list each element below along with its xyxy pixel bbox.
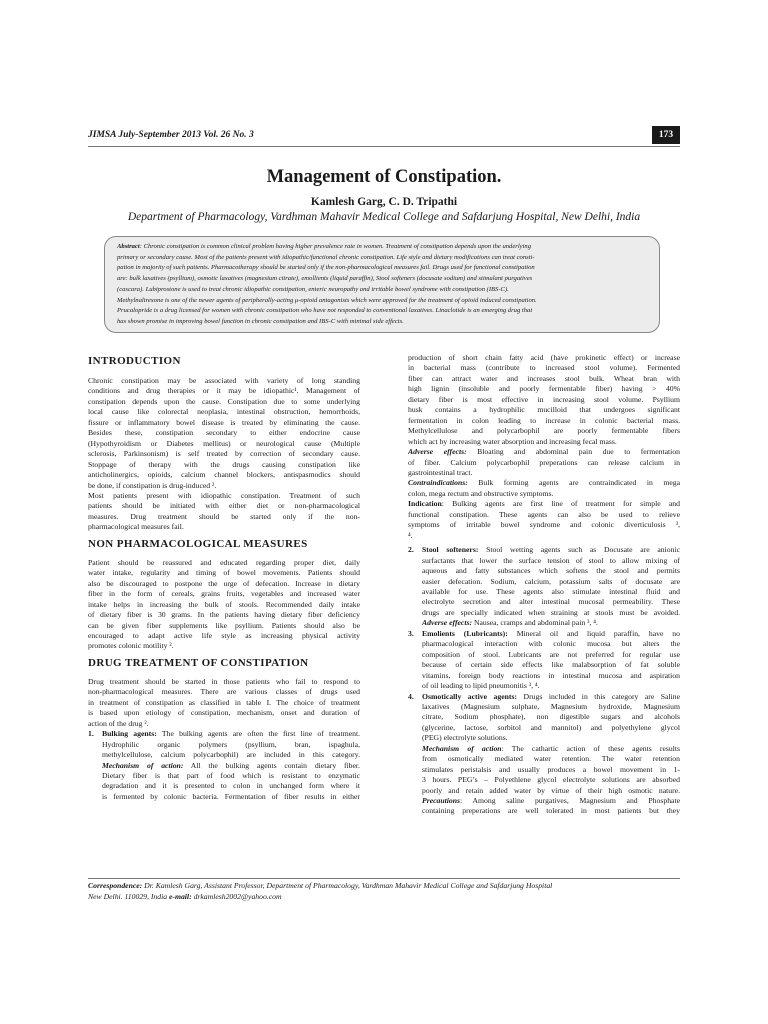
- text-line: Drug treatment should be started in those patients who fail to respond to: [88, 676, 360, 686]
- text-line: electrolyte secretion and alter intestinal mucosal permeability. These: [422, 597, 680, 607]
- abstract-line: are: bulk laxatives (psyllium), osmotic laxatives (magnesium citrate), emollients (liquid paraffin), Stool softeners (docusate sodium) and stimulant purgatives: [117, 275, 533, 283]
- text-line: colon, mega rectum and obstructive symptoms.: [408, 488, 554, 498]
- list-number: 4.: [408, 691, 414, 701]
- abstract-label: Abstract: [117, 243, 140, 250]
- abstract-line: (cascara). Lubiprostone is used to treat chronic idiopathic constipation, enteric neuropathy and irritable bowel syndrome with constipation (IBS-C).: [117, 285, 509, 293]
- correspondence-line: Correspondence: Dr. Kamlesh Garg, Assistant Professor, Department of Pharmacology, Vardhman Mahavir Medical College and Safdarjung Hospital: [88, 881, 553, 890]
- text-line: methylcellulose, calcium polycarbophil) are included in this category.: [102, 750, 360, 760]
- list-item-label: Stool softeners:: [422, 545, 479, 555]
- text-line: Adverse effects: Nausea, cramps and abdominal pain ³, ⁴.: [422, 618, 598, 628]
- non-pharmacological-body: [88, 558, 360, 652]
- list-number: 3.: [408, 628, 414, 638]
- section-heading-introduction: INTRODUCTION: [88, 355, 181, 367]
- text-line: Mechanism of action: All the bulking agents contain dietary fiber.: [102, 760, 360, 770]
- abstract-line: pation in majority of such patients. Pharmacotherapy should be started only if the non-pharmacological measures fail. Drugs used for functional constipation: [117, 264, 535, 272]
- article-title: Management of Constipation.: [266, 167, 502, 187]
- text-line: Adverse effects: Bloating and abdominal pain due to fermentation: [408, 447, 680, 457]
- text-line: surfactants that lower the surface tension of stool to allow mixing of: [422, 555, 680, 565]
- journal-citation: JIMSA July-September 2013 Vol. 26 No. 3: [88, 130, 254, 140]
- text-line: Precautions: Among saline purgatives, Magnesium and Phosphate: [422, 796, 680, 806]
- page-number-badge: 173: [652, 126, 680, 144]
- text-line: is fermented by colonic bacteria. Fermentation of fiber results in either: [102, 791, 360, 801]
- text-line: be done, if constipation is drug-induced ².: [88, 480, 217, 490]
- text-line: Patient should be reassured and educated regarding proper diet, daily: [88, 557, 360, 567]
- text-line: available for use. These agents also stimulate intestinal fluid and: [422, 586, 680, 596]
- list-item-osmotic-agents: 4. Osmotically active agents: Drugs included in this category are Saline: [408, 691, 680, 701]
- text-line: in treatment of constipation as classified in table I. The choice of treatment: [88, 697, 360, 707]
- text-line: Contraindications: Bulk forming agents are contraindicated in mega: [408, 478, 680, 488]
- text-line: Stoppage of therapy with the drugs causing constipation like: [88, 459, 360, 469]
- text-line: can be given fiber supplements like psyllium. Patients should also be: [88, 620, 360, 630]
- text-line: patients should be initiated with either diet or non-pharmacological: [88, 501, 360, 511]
- text-line: pharmacological interaction with colonic mucosa but alters the: [422, 639, 680, 649]
- text-line: Most patients present with idiopathic constipation. Treatment of such: [88, 490, 360, 500]
- text-line: symptoms of irritable bowel syndrome and colonic diverticulosis ³,: [408, 520, 680, 530]
- text-line: laxatives (Magnesium sulphate, Magnesium hydroxide, Magnesium: [422, 701, 680, 711]
- left-column: [88, 354, 360, 802]
- abstract-box: [104, 236, 660, 333]
- list-item-emolients: 3. Emolients (Lubricants): Mineral oil and liquid paraffin, have no: [408, 628, 680, 638]
- text-line: stimulates peristalsis and usually produces a bowel movement in 1-: [422, 764, 680, 774]
- header-rule: [88, 146, 680, 147]
- text-line: water intake, regularity and timing of bowel movements. Patients should: [88, 568, 360, 578]
- email-address[interactable]: drkamlesh2002@yahoo.com: [191, 891, 282, 901]
- text-line: local cause like colorectal neoplasia, intestinal obstruction, hemorrhoids,: [88, 407, 360, 417]
- text-line: ⁴.: [408, 530, 413, 540]
- introduction-body: [88, 376, 360, 533]
- text-line: intake helps in increasing the bulk of stools. Recommended daily intake: [88, 599, 360, 609]
- text-line: also be discouraged to postpone the urge of defecation. Increase in dietary: [88, 578, 360, 588]
- text-line: action of the drug ².: [88, 718, 149, 728]
- text-line: conditions and drug therapies or it may be idiopathic¹. Management of: [88, 386, 360, 396]
- text-line: encouraged to adapt active life style as increasing physical activity: [88, 630, 360, 640]
- list-item-label: Bulking agents:: [102, 729, 157, 739]
- text-line: pharmacological measures fail.: [88, 522, 184, 532]
- text-line: non-pharmacological measures. There are various classes of drugs used: [88, 687, 360, 697]
- inline-label: Precautions: [422, 796, 461, 806]
- text-line: Dietary fiber is that part of food which is resistant to enzymatic: [102, 770, 360, 780]
- text-line: containing preperations are well tolerated in most patients but they: [422, 806, 680, 816]
- section-heading-drug-treatment: DRUG TREATMENT OF CONSTIPATION: [88, 656, 309, 669]
- text-line: Besides these, constipation secondary to either endocrine cause: [88, 428, 360, 438]
- text-line: anticholinergics, opioids, calcium channel blockers, antispasmodics should: [88, 470, 360, 480]
- text-line: vitamins, foreign body reactions in intestinal mucosa and aspiration: [422, 670, 680, 680]
- text-line: Mechanism of action: The cathartic action of these agents results: [422, 743, 680, 753]
- text-line: of oil leading to lipid pneumonitis ³, ⁴.: [422, 681, 540, 691]
- text-line: aqueous and fatty substances which softens the stool and permits: [422, 566, 680, 576]
- text-line: poorly and retain added water by virtue of their high osmotic nature.: [422, 785, 680, 795]
- footer-rule: [88, 878, 680, 879]
- email-label: e-mail:: [169, 891, 192, 901]
- inline-label: Adverse effects:: [422, 618, 473, 628]
- text-line: citrate, Sodium phosphate), non digestible sugars and alcohols: [422, 712, 680, 722]
- text-line: drugs are specially indicated when straining at stools must be avoided.: [422, 607, 680, 617]
- text-line: measures. Drug treatment should be started only if the non-: [88, 511, 360, 521]
- inline-label: Mechanism of action:: [102, 760, 184, 770]
- abstract-line: Abstract: Chronic constipation is common clinical problem having higher prevalence rate in women. Treatment of constipation depends upon the underlying: [117, 243, 532, 250]
- inline-label: Indication: [408, 499, 442, 509]
- text-line: husk contains a hydrophilic mucilloid that undergoes significant: [408, 405, 680, 415]
- inline-label: Mechanism of action: [422, 743, 502, 753]
- text-line: easier defecation. Sodium, calcium, potassium salts of docusate are: [422, 576, 680, 586]
- inline-label: Adverse effects:: [408, 447, 467, 457]
- text-line: is based upon etiology of constipation, mechanism, onset and duration of: [88, 708, 360, 718]
- abstract-line: primary or secondary cause. Most of the patients present with idiopathic/functional chronic constipation. Life style and dietary modifications can treat consti-: [117, 253, 535, 261]
- abstract-line: Prucalopride is a drug licensed for women with chronic constipation who have not responded to conventional laxatives. Linaclotide is an emerging drug that: [117, 307, 533, 315]
- text-line: functional constipation. These agents can also be used to relieve: [408, 509, 680, 519]
- list-number: 1.: [88, 729, 94, 739]
- section-heading-non-pharmacological: NON PHARMACOLOGICAL MEASURES: [88, 537, 308, 550]
- drug-treatment-body: [88, 677, 360, 802]
- list-item-bulking-agents: 1. Bulking agents: The bulking agents are often the first line of treatment.: [88, 729, 360, 739]
- correspondence-footer: [88, 881, 680, 902]
- text-line: Chronic constipation may be associated with variety of long standing: [88, 376, 360, 385]
- text-line: (PEG) electrolyte solutions.: [422, 733, 508, 743]
- text-line: composition of stool. Lubricants are not preferred for regular use: [422, 649, 680, 659]
- text-line: because of certain side effects like malabsorption of fat soluble: [422, 660, 680, 670]
- text-line: fermentation in colon leading to increase in colonic bacterial mass.: [408, 415, 680, 425]
- text-line: dietary fiber is most effective in increasing stool volume. Psyllium: [408, 394, 680, 404]
- correspondence-label: Correspondence:: [88, 881, 143, 890]
- text-line: fiber in the form of cereals, grains fruits, vegetables and increased water: [88, 589, 360, 599]
- abstract-line: has shown promise in improving bowel function in chronic constipation and IBS-C with minimal side effects.: [117, 317, 404, 325]
- abstract-line: Methylnaltrexone is one of the newer agents of peripherally-acting μ-opioid antagonists which were approved for the treatment of opioid induced constipation.: [117, 296, 537, 304]
- text-line: which act by increasing water absorption and increasing fecal mass.: [408, 436, 617, 446]
- text-line: promotes colonic motility ².: [88, 641, 174, 651]
- text-line: gastrointestinal tract.: [408, 467, 473, 477]
- text-line: Indication: Bulking agents are first line of treatment for simple and: [408, 499, 680, 509]
- correspondence-line: New Delhi. 110029, India e-mail: drkamlesh2002@yahoo.com: [88, 891, 282, 901]
- text-line: constipation depends upon the cause. Constipation due to some underlying: [88, 396, 360, 406]
- text-line: fissure or inflammatory bowel disease is treated by eliminating the cause.: [88, 417, 360, 427]
- text-line: production of short chain fatty acid (have prokinetic effect) or increase: [408, 353, 680, 362]
- inline-label: Contraindications:: [408, 478, 468, 488]
- text-line: Methylcellulose and polycarbophil are poorly fermentable fibers: [408, 426, 680, 436]
- text-line: degradation and it is presented to colon in unchanged form where it: [102, 781, 360, 791]
- text-line: fiber can attract water and increases stool bulk. Wheat bran with: [408, 373, 680, 383]
- article-affiliation: Department of Pharmacology, Vardhman Mahavir Medical College and Safdarjung Hospital, New Delhi, India: [127, 211, 641, 223]
- list-number: 2.: [408, 545, 414, 555]
- text-line: from osmotically mediated water retention. The water retention: [422, 754, 680, 764]
- text-line: of dietary fiber is 30 grams. In the patients having dietary fiber deficiency: [88, 610, 360, 620]
- list-item-label: Emolients (Lubricants):: [422, 628, 508, 638]
- text-line: (glycerine, lactose, sorbitol and mannitol) and polyethylene glycol: [422, 722, 680, 732]
- text-line: (Hypothyroidism or Diabetes mellitus) or neurological cause (Multiple: [88, 438, 360, 448]
- list-item-label: Osmotically active agents:: [422, 691, 518, 701]
- text-line: high lignin (insoluble and poorly fermentable fiber) having > 40%: [408, 384, 680, 394]
- text-line: 3 hours. PEG’s – Polyethlene glycol electrolyte solutions are absorbed: [422, 775, 680, 785]
- text-line: of fiber. Calcium polycarbophil preperations can release calcium in: [408, 457, 680, 467]
- list-item-stool-softeners: 2. Stool softeners: Stool wetting agents such as Docusate are anionic: [408, 545, 680, 555]
- right-column: [408, 353, 680, 817]
- article-authors: Kamlesh Garg, C. D. Tripathi: [310, 196, 458, 208]
- text-line: sclerosis, Parkinsonism) is self treated by correction of secondary cause.: [88, 449, 360, 459]
- text-line: in bacterial mass (contribute to increased stool volume). Fermented: [408, 363, 680, 373]
- text-line: Hydrophilic organic polymers (psyllium, bran, ispaghula,: [102, 739, 360, 749]
